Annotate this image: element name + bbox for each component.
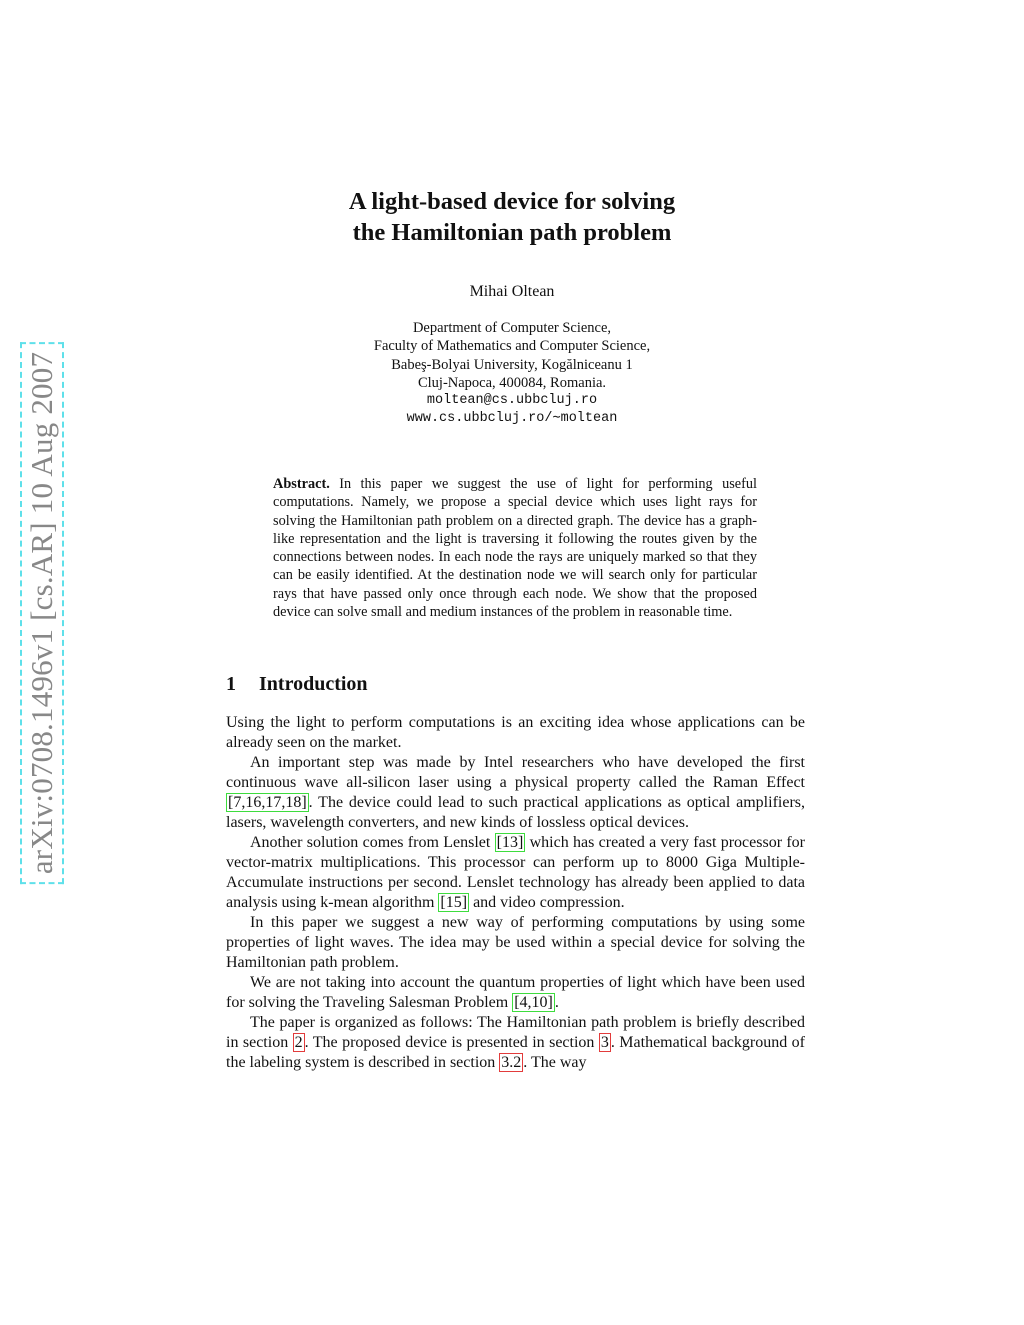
paper-title bbox=[0, 186, 1024, 248]
paragraph-3 bbox=[226, 833, 805, 913]
paragraph-6-text-c: . Mathematical background of the labeling system is described in section bbox=[226, 1034, 806, 1071]
paragraph-6-text-a: The paper is organized as follows: The Hamiltonian path problem is briefly described in section bbox=[226, 1014, 805, 1051]
paragraph-5-text-b: . bbox=[554, 994, 559, 1011]
section-ref-link[interactable]: 3.2 bbox=[501, 1054, 522, 1071]
title-line-2: the Hamiltonian path problem bbox=[352, 219, 672, 246]
author-name: Mihai Oltean bbox=[469, 283, 555, 300]
section-number: 1 bbox=[226, 673, 236, 695]
paragraph-1: Using the light to perform computations is an exciting idea whose applications can be already seen on the market. bbox=[226, 714, 805, 751]
paragraph-3-text-c: and video compression. bbox=[469, 894, 625, 911]
abstract bbox=[273, 475, 757, 621]
section-ref-link[interactable]: 2 bbox=[294, 1034, 303, 1051]
paragraph-3-text-a: Another solution comes from Lenslet bbox=[250, 834, 495, 851]
title-line-1: A light-based device for solving bbox=[348, 188, 676, 215]
affiliation-city: Cluj-Napoca, 400084, Romania. bbox=[417, 374, 607, 391]
citation-link[interactable]: [7,16,17,18] bbox=[228, 794, 307, 811]
paragraph-2 bbox=[226, 753, 805, 833]
paragraph-6-text-d: . The way bbox=[523, 1054, 587, 1071]
section-title: Introduction bbox=[259, 673, 368, 695]
author-email-link[interactable]: moltean@cs.ubbcluj.ro bbox=[426, 393, 598, 409]
paragraph-6-text-b: . The proposed device is presented in section bbox=[304, 1034, 599, 1051]
citation-link[interactable]: [13] bbox=[496, 834, 524, 851]
paragraph-5 bbox=[226, 973, 805, 1013]
abstract-label: Abstract. bbox=[273, 476, 330, 492]
section-ref-link[interactable]: 3 bbox=[600, 1034, 609, 1051]
paragraph-2-text-b: . The device could lead to such practical applications as optical amplifiers, lasers, wavelength converters, and new kinds of lossless optical devices. bbox=[226, 794, 805, 831]
citation-link[interactable]: [4,10] bbox=[514, 994, 553, 1011]
body-text bbox=[226, 713, 805, 1073]
affiliation-faculty: Faculty of Mathematics and Computer Science, bbox=[373, 338, 651, 355]
arxiv-identifier-stamp[interactable]: arXiv:0708.1496v1 [cs.AR] 10 Aug 2007 bbox=[20, 342, 64, 884]
paragraph-6 bbox=[226, 1013, 805, 1073]
paragraph-5-text-a: We are not taking into account the quantum properties of light which have been used for solving the Traveling Salesman Problem bbox=[226, 974, 805, 1011]
section-heading bbox=[226, 673, 368, 696]
affiliation-university: Babeş-Bolyai University, Kogălniceanu 1 bbox=[391, 356, 633, 373]
citation-link[interactable]: [15] bbox=[440, 894, 468, 911]
affiliation-block bbox=[0, 319, 1024, 429]
paragraph-2-text-a: An important step was made by Intel researchers who have developed the first continuous wave all-silicon laser using a physical property called the Raman Effect bbox=[226, 754, 805, 791]
author-website-link[interactable]: www.cs.ubbcluj.ro/∼moltean bbox=[406, 411, 618, 427]
abstract-text: In this paper we suggest the use of light for performing useful computations. Namely, we propose a special device which uses light rays for solving the Hamiltonian path problem on a directed graph. The device has a graph-like representation and the light is traversing it following the routes given by the connections between nodes. In each node the rays are uniquely marked so that they can be easily identified. At the destination node we will search only for particular rays that have passed only once through each node. We show that the proposed device can solve small and medium instances of the problem in reasonable time. bbox=[273, 476, 758, 621]
paragraph-3-text-b: which has created a very fast processor for vector-matrix multiplications. This processor can perform up to 8000 Giga Multiple-Accumulate instructions per second. Lenslet technology has already been applied to data analysis using k-mean algorithm bbox=[226, 834, 805, 911]
paragraph-4: In this paper we suggest a new way of performing computations by using some properties of light waves. The idea may be used within a special device for solving the Hamiltonian path problem. bbox=[226, 914, 805, 971]
affiliation-department: Department of Computer Science, bbox=[412, 320, 612, 336]
